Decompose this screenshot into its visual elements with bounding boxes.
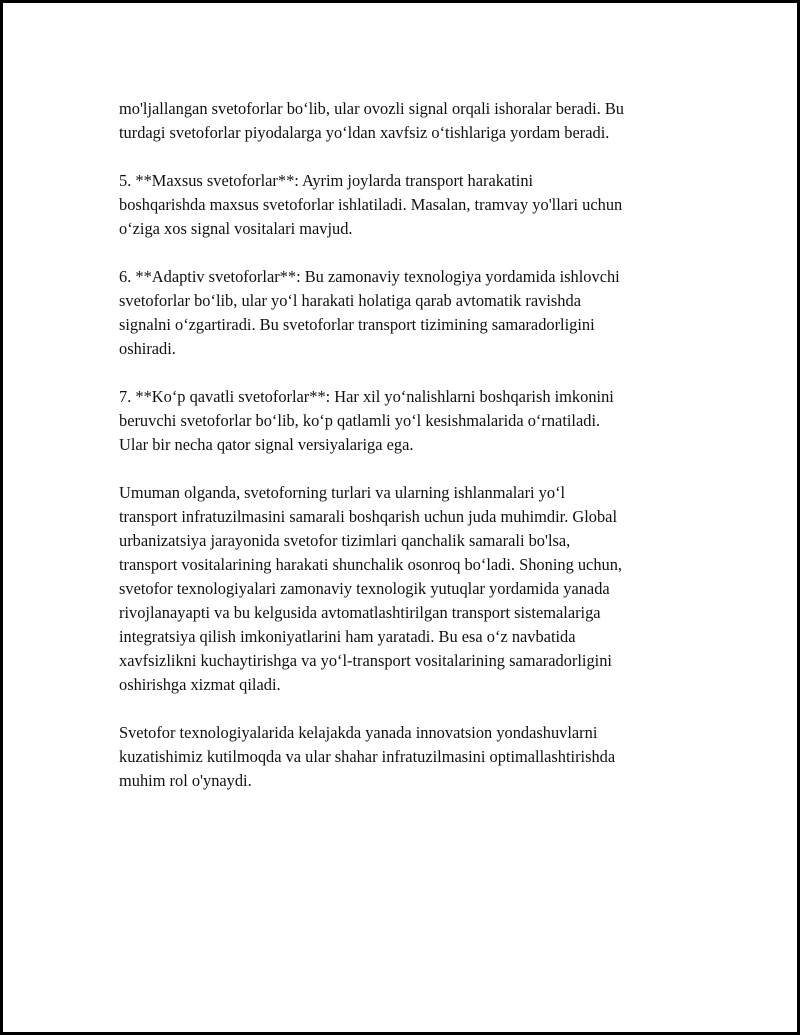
paragraph-adaptive-traffic-lights — [119, 265, 699, 361]
text-line: xavfsizlikni kuchaytirishga va yo‘l-transport vositalarining samaradorligini — [119, 651, 612, 670]
text-line: 7. **Ko‘p qavatli svetoforlar**: Har xil yo‘nalishlarni boshqarish imkonini — [119, 387, 614, 406]
text-line: Umuman olganda, svetoforning turlari va ularning ishlanmalari yo‘l — [119, 483, 566, 502]
text-line: urbanizatsiya jarayonida svetofor tizimlari qanchalik samarali bo'lsa, — [119, 531, 571, 550]
text-line: signalni o‘zgartiradi. Bu svetoforlar transport tizimining samaradorligini — [119, 315, 595, 334]
paragraph-special-traffic-lights — [119, 169, 699, 241]
text-line: transport vositalarining harakati shunchalik osonroq bo‘ladi. Shoning uchun, — [119, 555, 623, 574]
text-line: oshirishga xizmat qiladi. — [119, 675, 281, 694]
paragraph-multilevel-traffic-lights — [119, 385, 699, 457]
paragraph-summary — [119, 481, 699, 697]
text-line: kuzatishimiz kutilmoqda va ular shahar infratuzilmasini optimallashtirishda — [119, 747, 616, 766]
text-line: integratsiya qilish imkoniyatlarini ham yaratadi. Bu esa o‘z navbatida — [119, 627, 576, 646]
text-line: 5. **Maxsus svetoforlar**: Ayrim joylarda transport harakatini — [119, 171, 534, 190]
text-line: turdagi svetoforlar piyodalarga yo‘ldan xavfsiz o‘tishlariga yordam beradi. — [119, 123, 610, 142]
text-line: rivojlanayapti va bu kelgusida avtomatlashtirilgan transport sistemalariga — [119, 603, 601, 622]
text-line: o‘ziga xos signal vositalari mavjud. — [119, 219, 353, 238]
paragraph-future-outlook — [119, 721, 699, 793]
text-line: boshqarishda maxsus svetoforlar ishlatiladi. Masalan, tramvay yo'llari uchun — [119, 195, 623, 214]
text-line: Svetofor texnologiyalarida kelajakda yanada innovatsion yondashuvlarni — [119, 723, 598, 742]
text-line: Ular bir necha qator signal versiyalariga ega. — [119, 435, 414, 454]
text-line: oshiradi. — [119, 339, 176, 358]
text-line: beruvchi svetoforlar bo‘lib, ko‘p qatlamli yo‘l kesishmalarida o‘rnatiladi. — [119, 411, 601, 430]
text-line: 6. **Adaptiv svetoforlar**: Bu zamonaviy texnologiya yordamida ishlovchi — [119, 267, 620, 286]
paragraph-audio-signals — [119, 97, 699, 145]
document-body — [119, 97, 699, 817]
text-line: svetofor texnologiyalari zamonaviy texnologik yutuqlar yordamida yanada — [119, 579, 610, 598]
text-line: svetoforlar bo‘lib, ular yo‘l harakati holatiga qarab avtomatik ravishda — [119, 291, 581, 310]
text-line: mo'ljallangan svetoforlar bo‘lib, ular ovozli signal orqali ishoralar beradi. Bu — [119, 99, 625, 118]
text-line: transport infratuzilmasini samarali boshqarish uchun juda muhimdir. Global — [119, 507, 617, 526]
text-line: muhim rol o'ynaydi. — [119, 771, 252, 790]
